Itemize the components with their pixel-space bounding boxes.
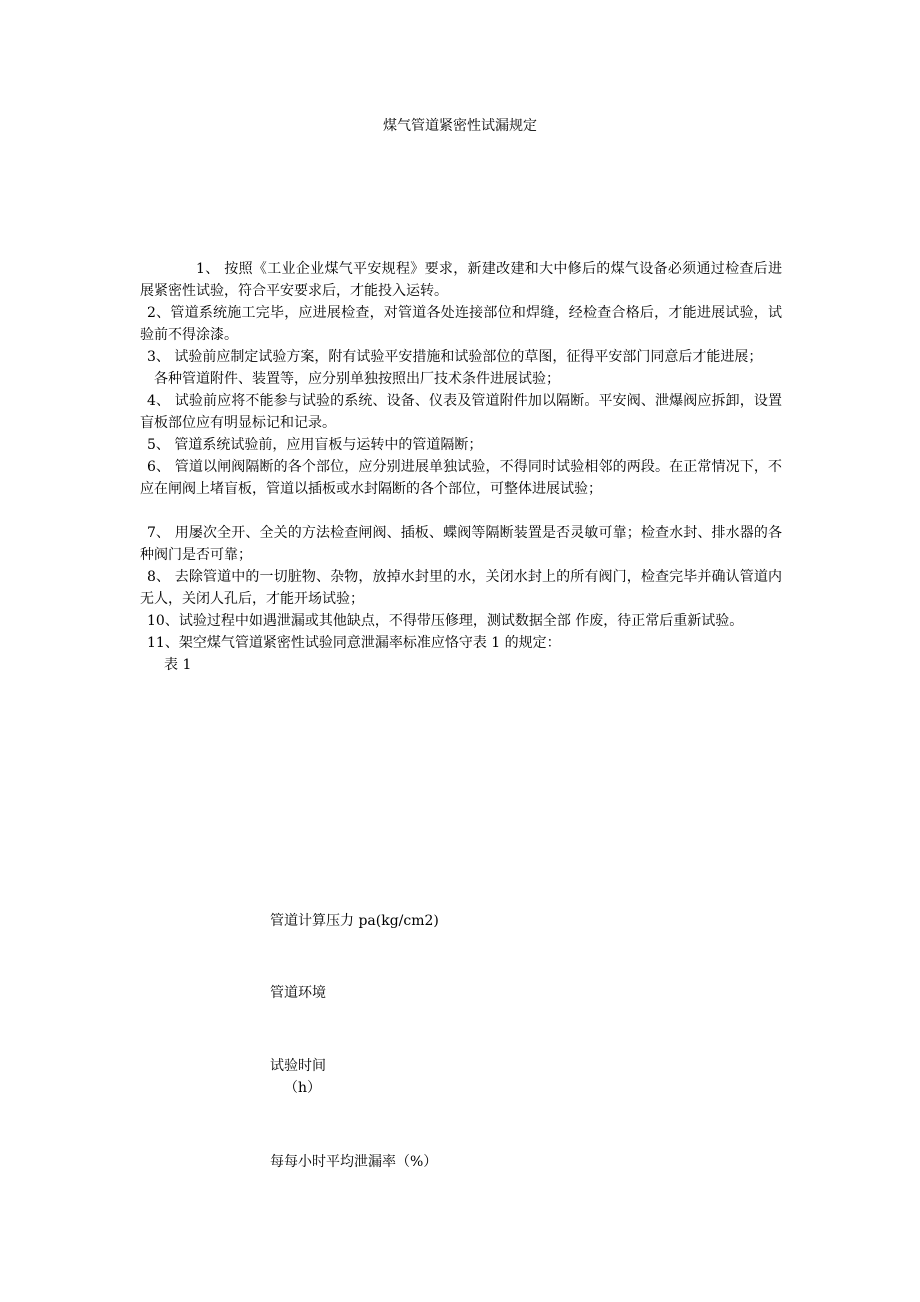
- paragraph-4: 4、 试验前应将不能参与试验的系统、设备、仪表及管道附件加以隔断。平安阀、泄爆阀应拆卸，设置盲板部位应有明显标记和记录。: [140, 393, 782, 431]
- table-cell-environment: [270, 982, 326, 1004]
- table-cell-leak-rate: [270, 1151, 437, 1173]
- time-header: 试验时间: [270, 1058, 326, 1074]
- document-body: [140, 258, 782, 676]
- paragraph-11: 11、架空煤气管道紧密性试验同意泄漏率标准应恪守表 1 的规定：: [147, 635, 561, 651]
- paragraph-10: 10、试验过程中如遇泄漏或其他缺点，不得带压修理，测试数据全部 作废，待正常后重新试验。: [147, 613, 744, 629]
- paragraph-2: 2、管道系统施工完毕，应进展检查，对管道各处连接部位和焊缝，经检查合格后，才能进展试验，试验前不得涂漆。: [140, 305, 782, 343]
- document-title: 煤气管道紧密性试漏规定: [383, 118, 537, 134]
- paragraph-6: 6、 管道以闸阀隔断的各个部位，应分别进展单独试验，不得同时试验相邻的两段。在正常情况下，不应在闸阀上堵盲板，管道以插板或水封隔断的各个部位，可整体进展试验；: [140, 459, 782, 497]
- paragraph-accessories: 各种管道附件、装置等，应分别单独按照出厂技术条件进展试验；: [154, 371, 560, 387]
- paragraph-1: 1、 按照《工业企业煤气平安规程》要求，新建改建和大中修后的煤气设备必须通过检查后进展紧密性试验，符合平安要求后，才能投入运转。: [140, 261, 782, 299]
- table-label: 表 1: [164, 657, 192, 673]
- paragraph-5: 5、 管道系统试验前，应用盲板与运转中的管道隔断；: [147, 437, 483, 453]
- leak-rate-header: 每每小时平均泄漏率（%）: [270, 1154, 438, 1170]
- environment-header: 管道环境: [270, 985, 326, 1001]
- table-cell-time: [270, 1055, 326, 1099]
- paragraph-3: 3、 试验前应制定试验方案，附有试验平安措施和试验部位的草图，征得平安部门同意后才能进展；: [147, 349, 763, 365]
- paragraph-7: 7、 用屡次全开、全关的方法检查闸阀、插板、蝶阀等隔断装置是否灵敏可靠；检查水封、排水器的各种阀门是否可靠；: [140, 525, 782, 563]
- paragraph-8: 8、 去除管道中的一切脏物、杂物，放掉水封里的水，关闭水封上的所有阀门，检查完毕并确认管道内无人，关闭人孔后，才能开场试验；: [140, 569, 782, 607]
- pressure-header: 管道计算压力 pa(kg/cm2): [270, 913, 439, 929]
- table-cell-pressure: [270, 910, 439, 932]
- time-unit: （h）: [284, 1080, 322, 1096]
